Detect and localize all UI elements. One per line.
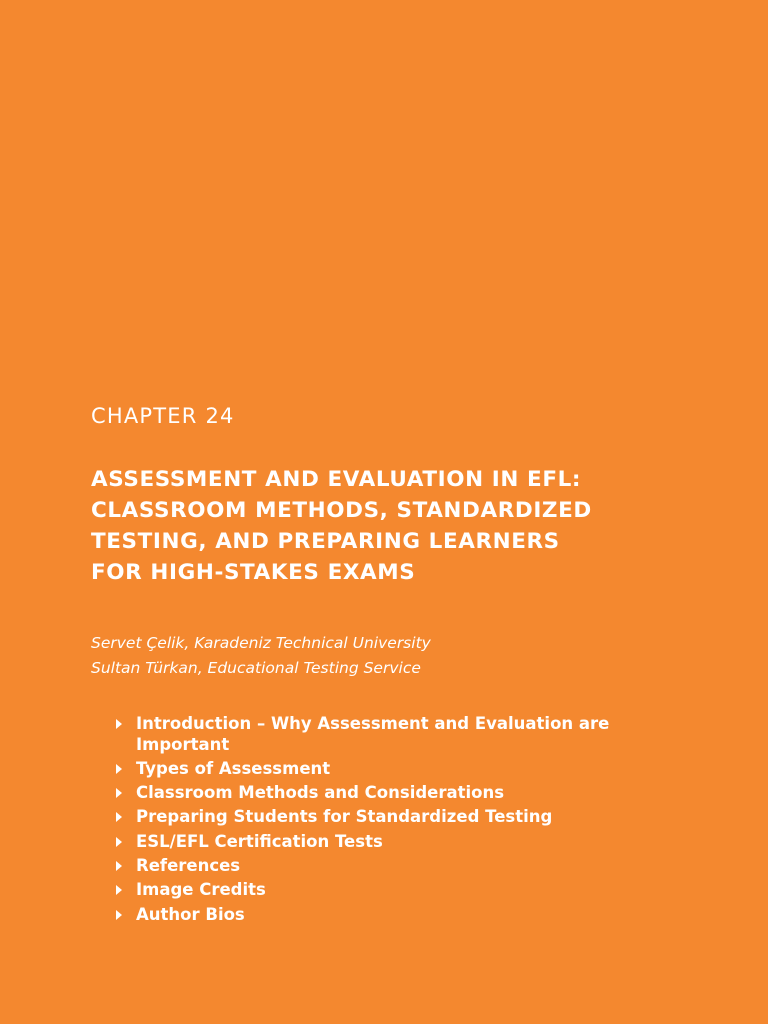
chapter-title-line: ASSESSMENT AND EVALUATION IN EFL: xyxy=(91,467,582,492)
section-link-label: Types of Assessment xyxy=(136,758,331,778)
chapter-title-line: CLASSROOM METHODS, STANDARDIZED xyxy=(91,498,592,523)
triangle-right-icon xyxy=(116,812,122,822)
section-list xyxy=(114,714,674,929)
triangle-right-icon xyxy=(116,885,122,895)
section-link-certification-tests[interactable] xyxy=(114,832,674,853)
triangle-right-icon xyxy=(116,788,122,798)
triangle-right-icon xyxy=(116,861,122,871)
section-link-label: Introduction – Why Assessment and Evaluation are Important xyxy=(136,714,610,754)
triangle-right-icon xyxy=(116,837,122,847)
section-link-label: References xyxy=(136,855,241,875)
section-link-classroom-methods[interactable] xyxy=(114,783,674,804)
section-link-label: Author Bios xyxy=(136,904,245,924)
triangle-right-icon xyxy=(116,719,122,729)
triangle-right-icon xyxy=(116,764,122,774)
section-link-image-credits[interactable] xyxy=(114,880,674,901)
triangle-right-icon xyxy=(116,910,122,920)
author-affiliation: Servet Çelik, Karadeniz Technical University xyxy=(91,634,431,652)
section-link-label: ESL/EFL Certification Tests xyxy=(136,831,383,851)
chapter-title-line: TESTING, AND PREPARING LEARNERS xyxy=(91,529,560,554)
author-affiliation: Sultan Türkan, Educational Testing Service xyxy=(91,659,421,677)
chapter-title xyxy=(91,464,711,588)
section-link-label: Classroom Methods and Considerations xyxy=(136,783,505,803)
section-link-author-bios[interactable] xyxy=(114,905,674,926)
section-link-label: Image Credits xyxy=(136,880,266,900)
author-list xyxy=(91,631,431,681)
section-link-types-of-assessment[interactable] xyxy=(114,759,674,780)
section-link-preparing-students[interactable] xyxy=(114,807,674,828)
section-link-references[interactable] xyxy=(114,856,674,877)
chapter-title-line: FOR HIGH-STAKES EXAMS xyxy=(91,560,416,585)
section-link-introduction[interactable] xyxy=(114,714,674,755)
section-link-label: Preparing Students for Standardized Testing xyxy=(136,807,553,827)
chapter-number: CHAPTER 24 xyxy=(91,404,235,428)
